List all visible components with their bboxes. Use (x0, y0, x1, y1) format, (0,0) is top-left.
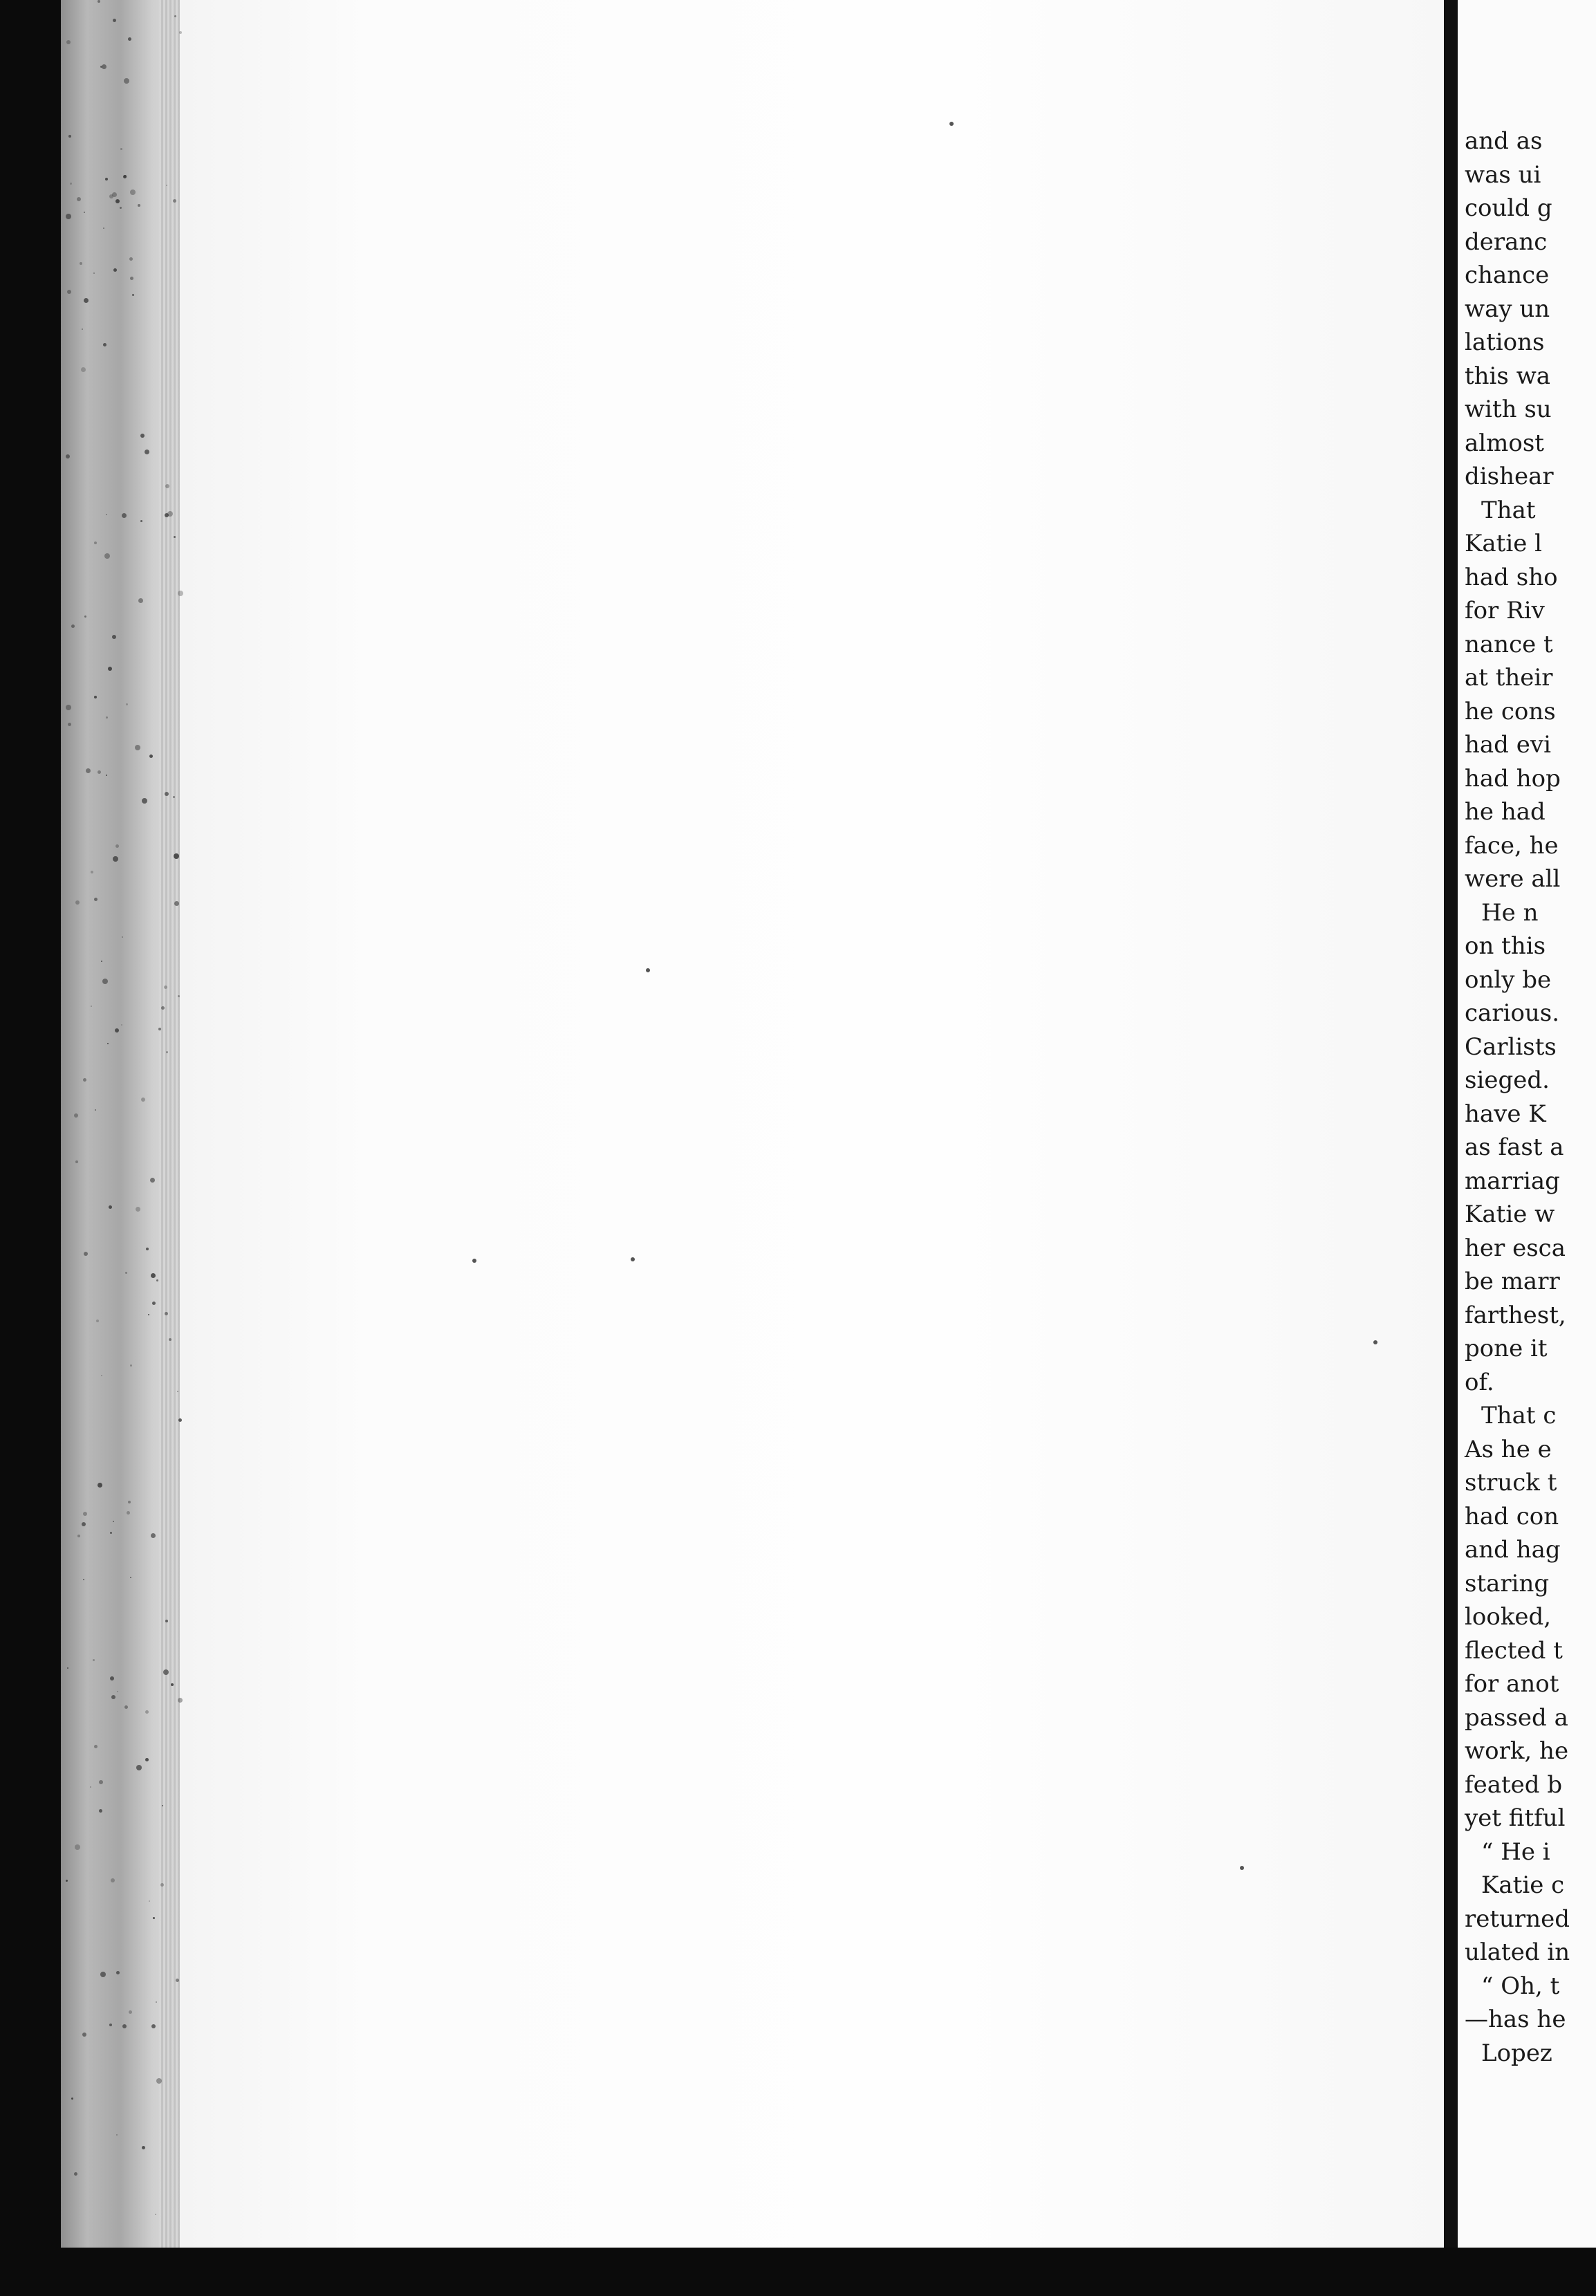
edge-speck (152, 1302, 156, 1305)
text-line: deranc (1465, 228, 1548, 256)
edge-speck (125, 1272, 127, 1274)
text-line: be marr (1465, 1268, 1560, 1295)
edge-speck (98, 1483, 102, 1488)
edge-speck (138, 204, 140, 207)
edge-speck (149, 1900, 150, 1902)
edge-speck (120, 148, 122, 150)
text-line: almost (1465, 429, 1544, 457)
edge-speck (101, 1375, 102, 1376)
edge-speck (130, 189, 136, 195)
text-line: looked, (1465, 1603, 1552, 1631)
edge-speck (173, 199, 176, 203)
edge-speck (83, 1579, 84, 1580)
text-line: and as (1465, 127, 1543, 155)
edge-speck (98, 770, 101, 774)
edge-speck (122, 2024, 127, 2028)
text-line: Katie c (1481, 1871, 1565, 1899)
text-line: marriag (1465, 1167, 1560, 1195)
edge-speck (178, 995, 180, 997)
binding-gutter (1444, 0, 1458, 2261)
text-line: and hag (1465, 1536, 1561, 1564)
edge-speck (112, 635, 116, 639)
edge-speck (129, 257, 133, 261)
edge-speck (124, 78, 129, 84)
edge-speck (136, 1207, 140, 1212)
edge-speck (179, 31, 182, 34)
edge-speck (167, 511, 173, 517)
edge-speck (130, 1577, 131, 1578)
edge-speck (102, 979, 108, 984)
text-line: staring (1465, 1569, 1550, 1598)
text-line: dishear (1465, 463, 1554, 490)
scan-speck (646, 968, 650, 972)
edge-speck (93, 272, 95, 274)
text-line: nance t (1465, 630, 1553, 658)
edge-speck (99, 1780, 103, 1784)
edge-speck (94, 541, 97, 544)
edge-speck (116, 2134, 118, 2136)
edge-speck (113, 19, 116, 22)
text-line: work, he (1465, 1737, 1569, 1765)
edge-speck (128, 1501, 131, 1503)
text-line: —has he (1465, 2006, 1566, 2033)
edge-speck (68, 135, 71, 138)
edge-speck (145, 1758, 149, 1761)
edge-speck (129, 2010, 132, 2014)
text-line: for anot (1465, 1670, 1559, 1698)
edge-speck (140, 520, 142, 522)
edge-speck (145, 450, 149, 454)
edge-speck (109, 194, 113, 198)
text-line: passed a (1465, 1703, 1568, 1732)
text-line: Katie l (1465, 530, 1543, 557)
edge-speck (148, 1314, 149, 1315)
edge-speck (113, 268, 117, 272)
text-line: returned (1465, 1905, 1570, 1933)
text-line: had evi (1465, 731, 1551, 759)
text-line: Katie w (1465, 1201, 1555, 1228)
edge-speck (82, 2033, 86, 2037)
edge-speck (124, 1705, 128, 1709)
edge-speck (67, 290, 71, 294)
edge-speck (166, 185, 167, 186)
edge-speck (150, 1178, 155, 1183)
edge-speck (66, 454, 70, 459)
text-line: way un (1465, 295, 1550, 323)
text-line: feated b (1465, 1770, 1563, 1799)
text-line: had con (1465, 1502, 1559, 1530)
edge-speck (145, 1710, 149, 1714)
edge-speck (140, 434, 145, 438)
edge-speck (117, 1691, 118, 1692)
text-line: yet fitful (1465, 1804, 1566, 1832)
edge-speck (95, 1109, 96, 1111)
edge-speck (84, 1252, 88, 1256)
text-line: for Riv (1465, 597, 1545, 624)
scan-speck (1373, 1340, 1377, 1344)
edge-speck (75, 1844, 80, 1850)
text-line: That (1481, 496, 1536, 524)
text-line: That c (1481, 1402, 1557, 1429)
edge-speck (104, 553, 110, 559)
edge-speck (106, 514, 107, 515)
text-line: were all (1465, 865, 1561, 893)
text-line: was ui (1465, 160, 1541, 189)
edge-speck (106, 716, 108, 719)
edge-speck (103, 228, 104, 229)
edge-speck (82, 1522, 86, 1526)
text-line: he cons (1465, 697, 1556, 725)
text-line: flected t (1465, 1636, 1563, 1665)
edge-speck (67, 1667, 68, 1669)
edge-speck (124, 175, 127, 178)
text-line: lations (1465, 328, 1545, 356)
edge-speck (109, 1205, 112, 1209)
edge-speck (138, 598, 143, 603)
text-line: with su (1465, 396, 1552, 423)
blank-left-page (180, 0, 1445, 2248)
edge-speck (164, 985, 167, 989)
right-text-page (1458, 0, 1596, 2248)
edge-speck (174, 536, 176, 538)
edge-speck (80, 262, 82, 265)
text-line: ulated in (1465, 1938, 1570, 1966)
edge-speck (173, 796, 175, 798)
text-line: only be (1465, 965, 1552, 994)
edge-speck (115, 199, 120, 203)
edge-speck (77, 1535, 80, 1537)
edge-speck (126, 703, 128, 705)
scanner-bottom-band (0, 2248, 1596, 2296)
edge-speck (151, 1273, 156, 1278)
edge-speck (115, 844, 119, 848)
text-line: pone it (1465, 1335, 1548, 1362)
text-line: face, he (1465, 831, 1559, 860)
scan-speck (472, 1259, 476, 1263)
edge-speck (158, 1028, 161, 1030)
edge-speck (113, 1521, 114, 1522)
edge-speck (91, 871, 93, 873)
edge-speck (83, 1512, 87, 1516)
edge-speck (94, 898, 98, 901)
edge-speck (178, 1698, 183, 1703)
edge-speck (99, 1809, 102, 1813)
edge-speck (84, 298, 89, 303)
edge-speck (156, 1279, 158, 1281)
edge-speck (130, 277, 133, 280)
text-line: chance (1465, 261, 1550, 289)
edge-speck (108, 667, 112, 671)
edge-speck (71, 624, 75, 628)
text-line: As he e (1465, 1435, 1552, 1463)
edge-speck (74, 2172, 77, 2176)
edge-speck (142, 798, 147, 804)
scan-speck (949, 122, 954, 126)
edge-speck (77, 197, 81, 201)
edge-speck (178, 1418, 182, 1422)
edge-speck (128, 37, 131, 41)
edge-speck (66, 1880, 68, 1882)
edge-speck (130, 1364, 132, 1367)
text-line: as fast a (1465, 1133, 1564, 1161)
edge-speck (151, 2024, 156, 2028)
edge-speck (135, 745, 140, 750)
edge-speck (81, 367, 86, 372)
text-line: at their (1465, 664, 1553, 692)
edge-speck (75, 1160, 78, 1163)
text-line: Carlists (1465, 1033, 1557, 1061)
edge-speck (100, 1972, 106, 1977)
edge-speck (110, 1676, 114, 1681)
edge-speck (121, 1024, 122, 1026)
edge-speck (91, 1006, 92, 1007)
edge-speck (178, 591, 183, 596)
edge-speck (165, 1312, 168, 1315)
edge-speck (82, 328, 83, 330)
text-line: on this (1465, 932, 1546, 960)
scan-speck (631, 1257, 635, 1261)
edge-speck (71, 2098, 73, 2100)
edge-speck (141, 1098, 145, 1102)
text-line: of. (1465, 1368, 1494, 1396)
edge-speck (136, 1765, 142, 1770)
edge-speck (70, 183, 72, 185)
text-line: could g (1465, 194, 1552, 222)
text-line: struck t (1465, 1469, 1557, 1497)
edge-speck (110, 1532, 112, 1534)
edge-speck (174, 901, 179, 906)
edge-speck (166, 1051, 168, 1053)
edge-speck (66, 40, 71, 44)
edge-speck (122, 936, 123, 938)
edge-speck (93, 1659, 95, 1661)
text-line: “ He i (1481, 1837, 1550, 1866)
text-line: carious. (1465, 999, 1560, 1027)
edge-speck (151, 1533, 156, 1538)
edge-speck (120, 207, 122, 209)
edge-speck (111, 1878, 115, 1882)
edge-speck (127, 1511, 130, 1515)
edge-speck (103, 343, 106, 346)
text-line: “ Oh, t (1481, 1972, 1560, 2000)
edge-speck (109, 2024, 112, 2026)
edge-speck (105, 178, 108, 180)
edge-speck (113, 856, 118, 862)
edge-speck (176, 1979, 179, 1982)
edge-speck (169, 1338, 171, 1341)
edge-speck (132, 294, 134, 296)
edge-speck (94, 1745, 98, 1748)
edge-speck (156, 2001, 157, 2003)
edge-speck (177, 1391, 178, 1392)
edge-speck (160, 1883, 164, 1887)
edge-speck (165, 1620, 168, 1622)
edge-speck (122, 513, 127, 518)
text-line: have K (1465, 1100, 1546, 1128)
edge-speck (106, 775, 107, 776)
edge-speck (96, 1320, 99, 1322)
edge-speck (142, 2146, 145, 2149)
edge-speck (165, 484, 169, 488)
cropped-text-column (1465, 124, 1596, 2070)
edge-speck (86, 768, 91, 773)
edge-speck (94, 696, 97, 698)
edge-speck (75, 900, 80, 905)
edge-speck (107, 1043, 109, 1044)
edge-speck (102, 64, 106, 69)
text-line: He n (1481, 898, 1539, 927)
edge-speck (153, 1917, 155, 1919)
edge-speck (163, 1669, 169, 1675)
edge-speck (66, 705, 71, 710)
edge-speck (84, 212, 85, 213)
edge-speck (101, 961, 102, 962)
edge-speck (83, 1078, 86, 1082)
text-line: this wa (1465, 362, 1551, 390)
edge-speck (161, 1006, 165, 1010)
text-line: farthest, (1465, 1301, 1566, 1329)
edge-speck (156, 2078, 162, 2084)
edge-speck (162, 1805, 163, 1806)
edge-speck (84, 615, 86, 618)
text-line: had sho (1465, 563, 1558, 591)
edge-speck (155, 2214, 156, 2215)
text-line: sieged. (1465, 1066, 1550, 1094)
text-line: he had (1465, 798, 1546, 826)
edge-speck (116, 1971, 120, 1974)
text-line: had hop (1465, 764, 1561, 793)
edge-speck (174, 853, 179, 859)
edge-speck (165, 792, 169, 796)
edge-speck (98, 0, 100, 3)
edge-speck (171, 1683, 174, 1686)
edge-speck (174, 15, 176, 17)
edge-speck (90, 1786, 91, 1788)
edge-speck (68, 723, 71, 726)
scan-speck (1240, 1866, 1244, 1870)
edge-speck (66, 214, 71, 219)
edge-speck (149, 754, 153, 758)
text-line: Lopez (1481, 2039, 1552, 2067)
edge-speck (74, 1113, 78, 1118)
text-line: her esca (1465, 1234, 1566, 1262)
edge-speck (115, 1028, 119, 1033)
edge-speck (146, 1248, 149, 1250)
edge-speck (111, 1695, 115, 1699)
